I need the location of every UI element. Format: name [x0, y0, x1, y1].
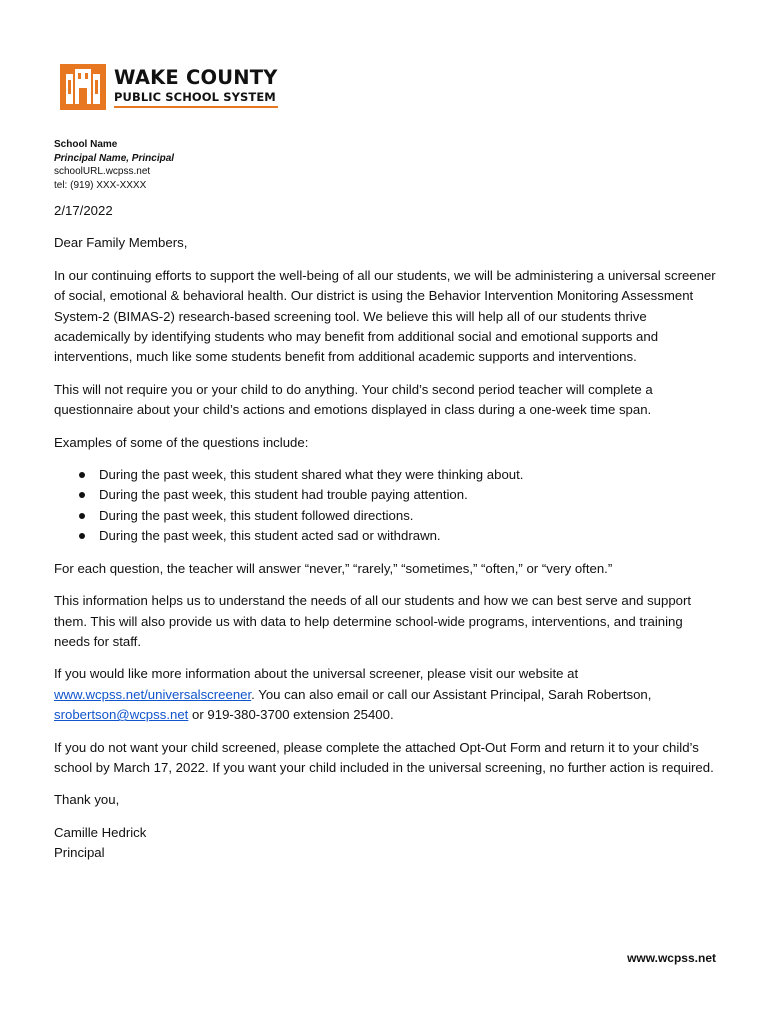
logo-underline [114, 106, 278, 108]
footer-website: www.wcpss.net [627, 951, 716, 965]
paragraph-purpose: This information helps us to understand the needs of all our students and how we can best serve and support them. This will also provide us with data to help determine school-wide programs, interventions, and training needs for staff. [54, 593, 692, 649]
signature-block [54, 823, 719, 864]
school-info-block [54, 138, 174, 192]
example-questions-list [54, 465, 719, 547]
paragraph-answer-scale: For each question, the teacher will answer “never,” “rarely,” “sometimes,” “often,” or “very often.” [54, 560, 613, 576]
school-url: schoolURL.wcpss.net [54, 166, 151, 177]
list-item: During the past week, this student followed directions. [99, 506, 719, 526]
paragraph-opt-out: If you do not want your child screened, please complete the attached Opt-Out Form and return it to your child’s school by March 17, 2022. If you want your child included in the universal screening, no further action is required. [54, 739, 714, 775]
universal-screener-link[interactable]: www.wcpss.net/universalscreener [54, 686, 252, 702]
school-phone: tel: (919) XXX-XXXX [54, 179, 147, 191]
assistant-principal-email-link[interactable]: srobertson@wcpss.net [54, 707, 189, 723]
letter-closing: Thank you, [54, 792, 120, 808]
list-item: During the past week, this student had trouble paying attention. [99, 485, 719, 505]
logo-line-1: WAKE COUNTY [114, 66, 278, 89]
logo-wordmark [114, 64, 278, 108]
letter-greeting: Dear Family Members, [54, 235, 188, 251]
paragraph-examples-intro: Examples of some of the questions include: [54, 434, 309, 450]
paragraph-requirements: This will not require you or your child to do anything. Your child’s second period teacher will complete a questionnaire about your child’s actions and emotions displayed in class during a one-week time span. [54, 381, 653, 418]
paragraph-intro: In our continuing efforts to support the well-being of all our students, we will be administering a universal screener of social, emotional & behavioral health. Our district is using the Behavior Intervention Monitoring Assessment System-2 (BIMAS-2) research-based screening tool. We believe this will help all of our students thrive academically by identifying students who may benefit from additional social and emotional supports and interventions, much like some students benefit from additional academic supports and interventions. [54, 267, 716, 365]
more-info-text-a: If you would like more information about the universal screener, please visit our website at [54, 666, 579, 682]
signer-title: Principal [54, 845, 105, 861]
letter-date: 2/17/2022 [54, 203, 113, 218]
letter-body [54, 201, 719, 864]
signer-name: Camille Hedrick [54, 824, 147, 840]
school-name: School Name [54, 139, 118, 150]
more-info-text-b: . You can also email or call our Assistant Principal, Sarah Robertson, [251, 686, 652, 702]
paragraph-more-info [54, 664, 719, 725]
more-info-text-c: or 919-380-3700 extension 25400. [188, 707, 394, 723]
principal-name: Principal Name, Principal [54, 152, 175, 164]
logo-line-2: PUBLIC SCHOOL SYSTEM [114, 90, 276, 104]
list-item: During the past week, this student acted sad or withdrawn. [99, 526, 719, 546]
district-logo [60, 64, 278, 114]
list-item: During the past week, this student shared what they were thinking about. [99, 465, 719, 485]
wcpss-tower-icon [60, 64, 106, 110]
